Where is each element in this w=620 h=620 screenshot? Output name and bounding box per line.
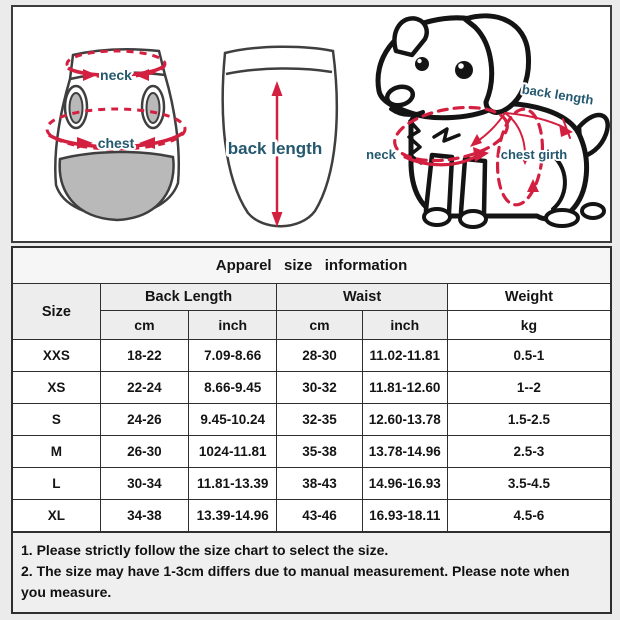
back-inch-cell: 9.45-10.24 xyxy=(189,404,277,436)
size-cell: M xyxy=(12,436,100,468)
back-inch-cell: 11.81-13.39 xyxy=(189,468,277,500)
note-line-1: 1. Please strictly follow the size chart to select the size. xyxy=(21,542,389,558)
unit-waist-cm: cm xyxy=(277,311,362,340)
front-chest-label: chest xyxy=(97,135,135,151)
notes-box xyxy=(11,531,612,614)
header-weight: Weight xyxy=(447,284,611,311)
header-size: Size xyxy=(12,284,100,340)
unit-waist-inch: inch xyxy=(362,311,447,340)
weight-cell: 0.5-1 xyxy=(447,340,611,372)
waist-inch-cell: 12.60-13.78 xyxy=(362,404,447,436)
waist-inch-cell: 16.93-18.11 xyxy=(362,500,447,533)
waist-cm-cell: 43-46 xyxy=(277,500,362,533)
illustrations-svg xyxy=(13,7,610,241)
back-cm-cell: 22-24 xyxy=(100,372,188,404)
unit-back-cm: cm xyxy=(100,311,188,340)
table-row-m xyxy=(12,436,611,468)
weight-cell: 3.5-4.5 xyxy=(447,468,611,500)
size-cell: XL xyxy=(12,500,100,533)
dog-far-paw xyxy=(582,204,604,218)
size-table xyxy=(11,246,612,533)
weight-cell: 4.5-6 xyxy=(447,500,611,533)
waist-cm-cell: 32-35 xyxy=(277,404,362,436)
front-neck-label: neck xyxy=(100,67,132,83)
waist-cm-cell: 38-43 xyxy=(277,468,362,500)
dog-eye xyxy=(415,57,429,71)
waist-inch-cell: 11.02-11.81 xyxy=(362,340,447,372)
back-cm-cell: 34-38 xyxy=(100,500,188,533)
back-cm-cell: 18-22 xyxy=(100,340,188,372)
size-cell: S xyxy=(12,404,100,436)
weight-cell: 2.5-3 xyxy=(447,436,611,468)
table-row-xxs xyxy=(12,340,611,372)
waist-inch-cell: 11.81-12.60 xyxy=(362,372,447,404)
weight-cell: 1.5-2.5 xyxy=(447,404,611,436)
unit-weight-kg: kg xyxy=(447,311,611,340)
back-inch-cell: 1024-11.81 xyxy=(189,436,277,468)
unit-back-inch: inch xyxy=(189,311,277,340)
dog-chest-girth-label: chest girth xyxy=(500,147,568,162)
size-cell: XS xyxy=(12,372,100,404)
dog-eye xyxy=(455,61,473,79)
back-cm-cell: 26-30 xyxy=(100,436,188,468)
back-inch-cell: 8.66-9.45 xyxy=(189,372,277,404)
back-length-label: back length xyxy=(227,139,323,158)
table-row-l xyxy=(12,468,611,500)
table-title: Apparel size information xyxy=(12,247,611,284)
size-cell: L xyxy=(12,468,100,500)
back-inch-cell: 13.39-14.96 xyxy=(189,500,277,533)
back-inch-cell: 7.09-8.66 xyxy=(189,340,277,372)
header-waist: Waist xyxy=(277,284,448,311)
note-line-2: 2. The size may have 1-3cm differs due to manual measurement. Please note when you measure. xyxy=(21,563,570,600)
dog-back-length-label: back length xyxy=(520,81,595,108)
weight-cell: 1--2 xyxy=(447,372,611,404)
back-cm-cell: 30-34 xyxy=(100,468,188,500)
waist-inch-cell: 13.78-14.96 xyxy=(362,436,447,468)
dog-neck-label: neck xyxy=(366,147,396,162)
header-back-length: Back Length xyxy=(100,284,277,311)
back-garment-illustration xyxy=(223,47,337,227)
back-cm-cell: 24-26 xyxy=(100,404,188,436)
table-row-xl xyxy=(12,500,611,533)
waist-inch-cell: 14.96-16.93 xyxy=(362,468,447,500)
table-row-xs xyxy=(12,372,611,404)
table-section xyxy=(11,246,612,614)
waist-cm-cell: 30-32 xyxy=(277,372,362,404)
waist-cm-cell: 28-30 xyxy=(277,340,362,372)
table-row-s xyxy=(12,404,611,436)
waist-cm-cell: 35-38 xyxy=(277,436,362,468)
illustration-panel xyxy=(11,5,612,243)
size-cell: XXS xyxy=(12,340,100,372)
